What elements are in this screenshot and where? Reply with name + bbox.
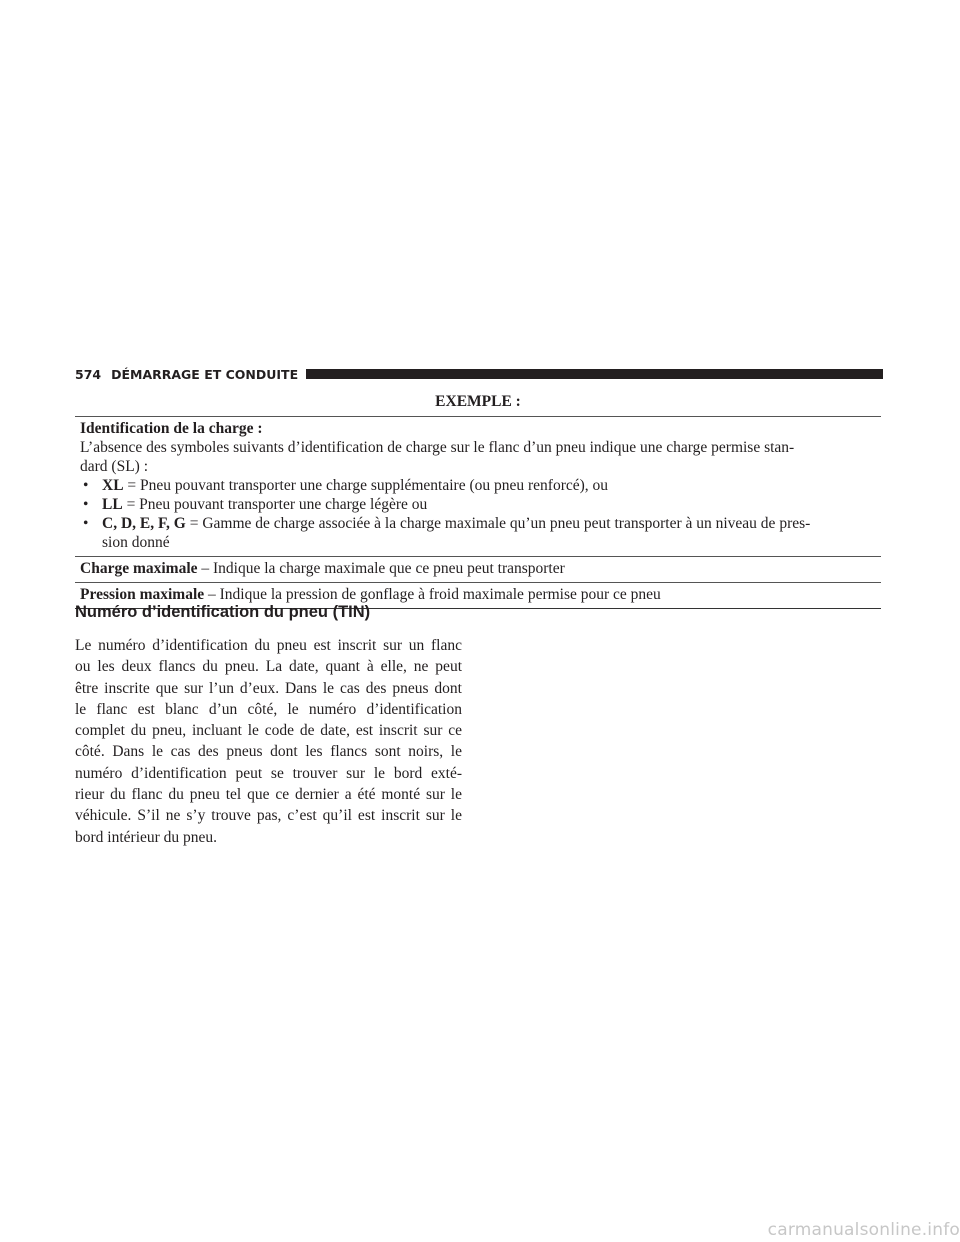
paragraph-line: ou les deux flancs du pneu. La date, quant à elle, ne peut (75, 658, 462, 676)
paragraph-line: bord intérieur du pneu. (75, 828, 218, 846)
max-load-text: – Indique la charge maximale que ce pneu peut transporter (197, 560, 565, 577)
load-identification-label: Identification de la charge : (80, 420, 263, 437)
load-term: XL (102, 477, 124, 494)
list-item (80, 495, 881, 514)
max-pressure-label: Pression maximale (80, 586, 205, 603)
paragraph-line: Le numéro d’identification du pneu est inscrit sur un flanc (75, 637, 462, 654)
max-pressure-text: – Indique la pression de gonflage à froid maximale permise pour ce pneu (204, 586, 661, 603)
header-rule (306, 369, 883, 379)
table-caption: EXEMPLE : (75, 392, 881, 417)
paragraph-line: côté. Dans le cas des pneus dont les flancs sont noirs, le (75, 743, 462, 761)
load-term: C, D, E, F, G (102, 515, 186, 532)
paragraph-line: le flanc est blanc d’un côté, le numéro d’identification (75, 700, 462, 718)
watermark: carmanualsonline.info (767, 1220, 960, 1240)
intro-line-1: L’absence des symboles suivants d’identification de charge sur le flanc d’un pneu indique une charge permise stan- (80, 439, 795, 456)
load-identification-intro (80, 438, 881, 476)
load-term-text: = Pneu pouvant transporter une charge supplémentaire (ou pneu renforcé), ou (123, 477, 609, 494)
max-load-cell (75, 557, 881, 583)
list-item (80, 514, 881, 552)
page-number: 574 (75, 366, 102, 382)
load-range-list (80, 476, 881, 552)
page-header (75, 365, 883, 383)
paragraph-line: complet du pneu, incluant le code de date, est inscrit sur ce (75, 722, 462, 740)
bullet-icon: • (83, 496, 89, 513)
example-table (75, 392, 881, 609)
section-title: DÉMARRAGE ET CONDUITE (111, 366, 299, 382)
intro-line-2: dard (SL) : (80, 458, 149, 475)
paragraph-line: rieur du flanc du pneu tel que ce dernier a été monté sur le (75, 786, 462, 804)
paragraph-line: numéro d’identification peut se trouver sur le bord exté- (75, 764, 462, 782)
tin-paragraph (75, 635, 462, 848)
max-load-label: Charge maximale (80, 560, 198, 577)
bullet-icon: • (83, 515, 89, 532)
load-term: LL (102, 496, 123, 513)
bullet-icon: • (83, 477, 89, 494)
load-identification-cell (75, 417, 881, 557)
tin-heading: Numéro d’identification du pneu (TIN) (75, 603, 371, 621)
paragraph-line: être inscrite que sur l’un d’eux. Dans le cas des pneus dont (75, 679, 462, 697)
list-item (80, 476, 881, 495)
load-term-text: = Pneu pouvant transporter une charge légère ou (122, 496, 428, 513)
paragraph-line: véhicule. S’il ne s’y trouve pas, c’est qu’il est inscrit sur le (75, 807, 462, 825)
load-term-text: = Gamme de charge associée à la charge maximale qu’un pneu peut transporter à un niveau de pres- (185, 515, 811, 532)
load-term-continuation: sion donné (102, 534, 170, 551)
